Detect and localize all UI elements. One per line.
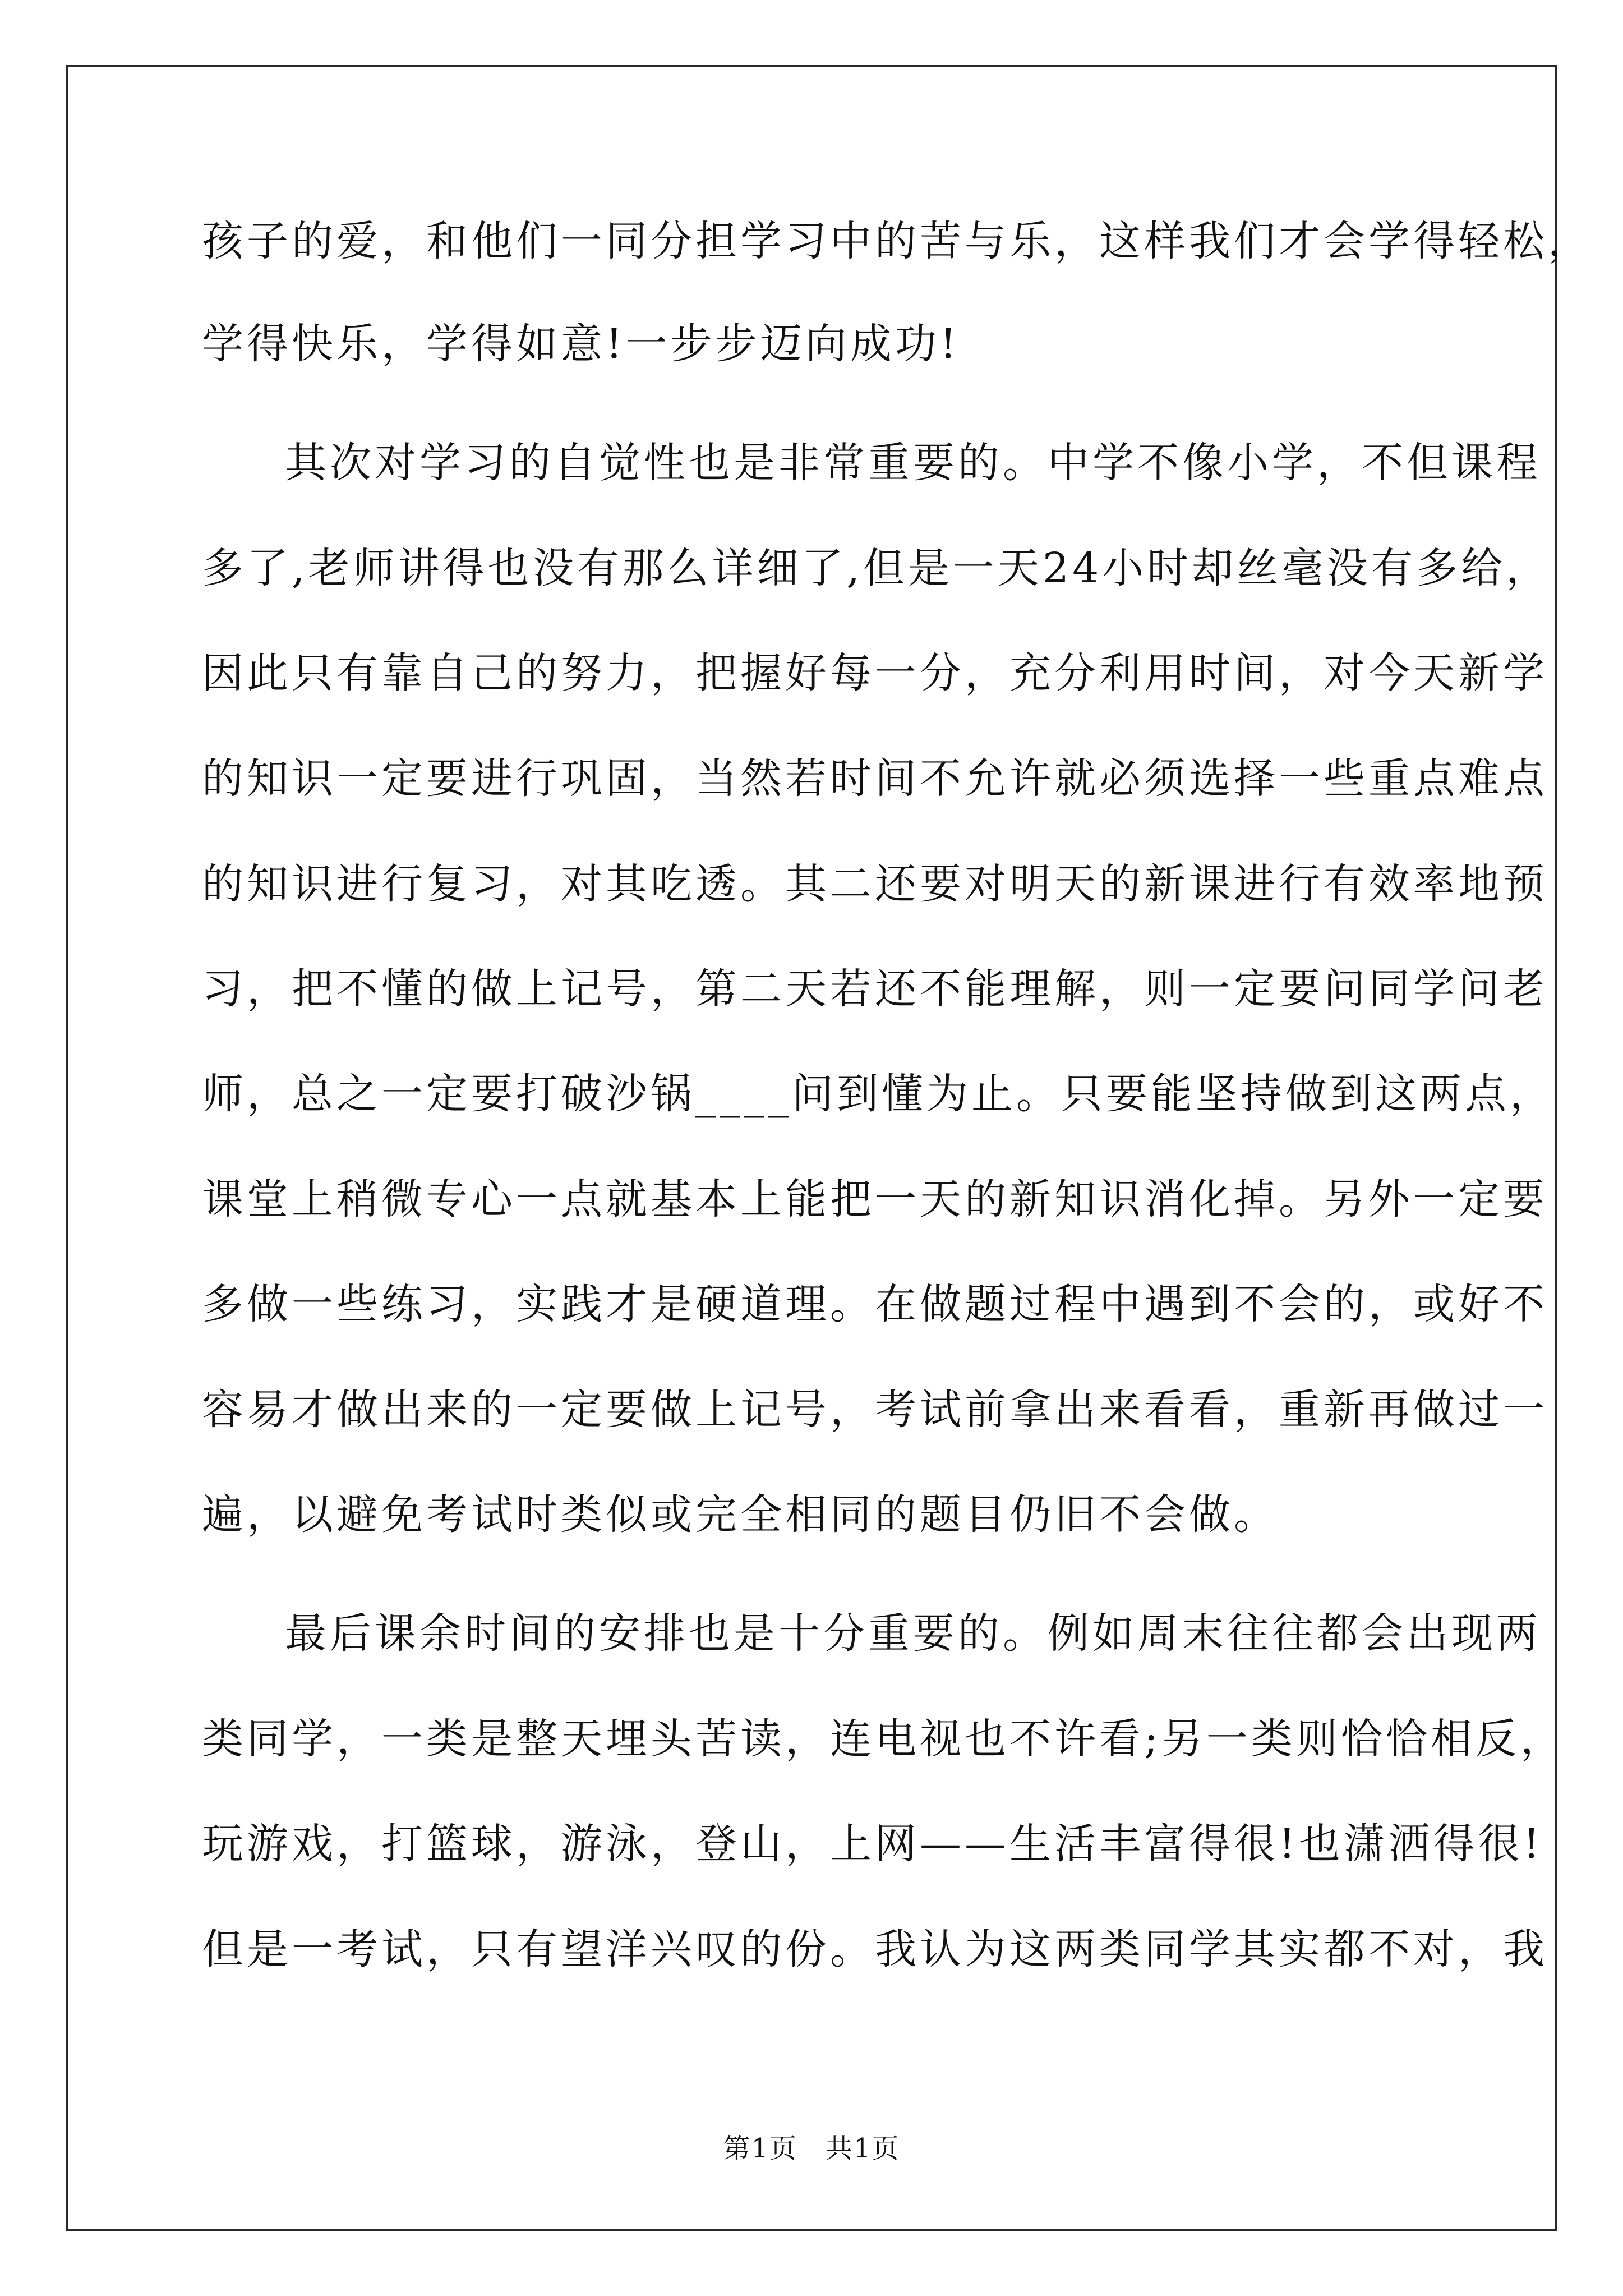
page-border [66, 65, 1557, 2231]
paragraph-start-line: 最后课余时间的安排也是十分重要的。例如周末往往都会出现两 [285, 1609, 1541, 1658]
text-line: 但是一考试，只有望洋兴叹的份。我认为这两类同学其实都不对，我 [202, 1925, 1548, 1973]
paragraph-start-line: 其次对学习的自觉性也是非常重要的。中学不像小学，不但课程 [285, 439, 1541, 487]
text-line: 多了,老师讲得也没有那么详细了,但是一天24小时却丝毫没有多给， [202, 544, 1551, 592]
text-line: 的知识进行复习，对其吃透。其二还要对明天的新课进行有效率地预 [202, 860, 1548, 908]
text-line: 的知识一定要进行巩固，当然若时间不允许就必须选择一些重点难点 [202, 754, 1548, 803]
text-line: 习，把不懂的做上记号，第二天若还不能理解，则一定要问同学问老 [202, 965, 1548, 1013]
text-line: 遍，以避免考试时类似或完全相同的题目仍旧不会做。 [202, 1490, 1279, 1539]
text-line: 课堂上稍微专心一点就基本上能把一天的新知识消化掉。另外一定要 [202, 1175, 1548, 1223]
text-line: 类同学，一类是整天埋头苦读，连电视也不许看;另一类则恰恰相反， [202, 1715, 1565, 1763]
text-line: 因此只有靠自己的努力，把握好每一分，充分利用时间，对今天新学 [202, 649, 1548, 697]
text-line: 孩子的爱，和他们一同分担学习中的苦与乐，这样我们才会学得轻松， [202, 217, 1593, 265]
text-line: 容易才做出来的一定要做上记号，考试前拿出来看看，重新再做过一 [202, 1386, 1548, 1434]
text-line: 学得快乐，学得如意!一步步迈向成功! [202, 320, 960, 368]
text-line: 多做一些练习，实践才是硬道理。在做题过程中遇到不会的，或好不 [202, 1280, 1548, 1328]
text-line: 玩游戏，打篮球，游泳，登山，上网——生活丰富得很!也潇洒得很! [202, 1820, 1543, 1868]
text-line: 师，总之一定要打破沙锅____问到懂为止。只要能坚持做到这两点， [202, 1070, 1555, 1118]
page-number-footer: 第1页 共1页 [723, 2133, 900, 2164]
